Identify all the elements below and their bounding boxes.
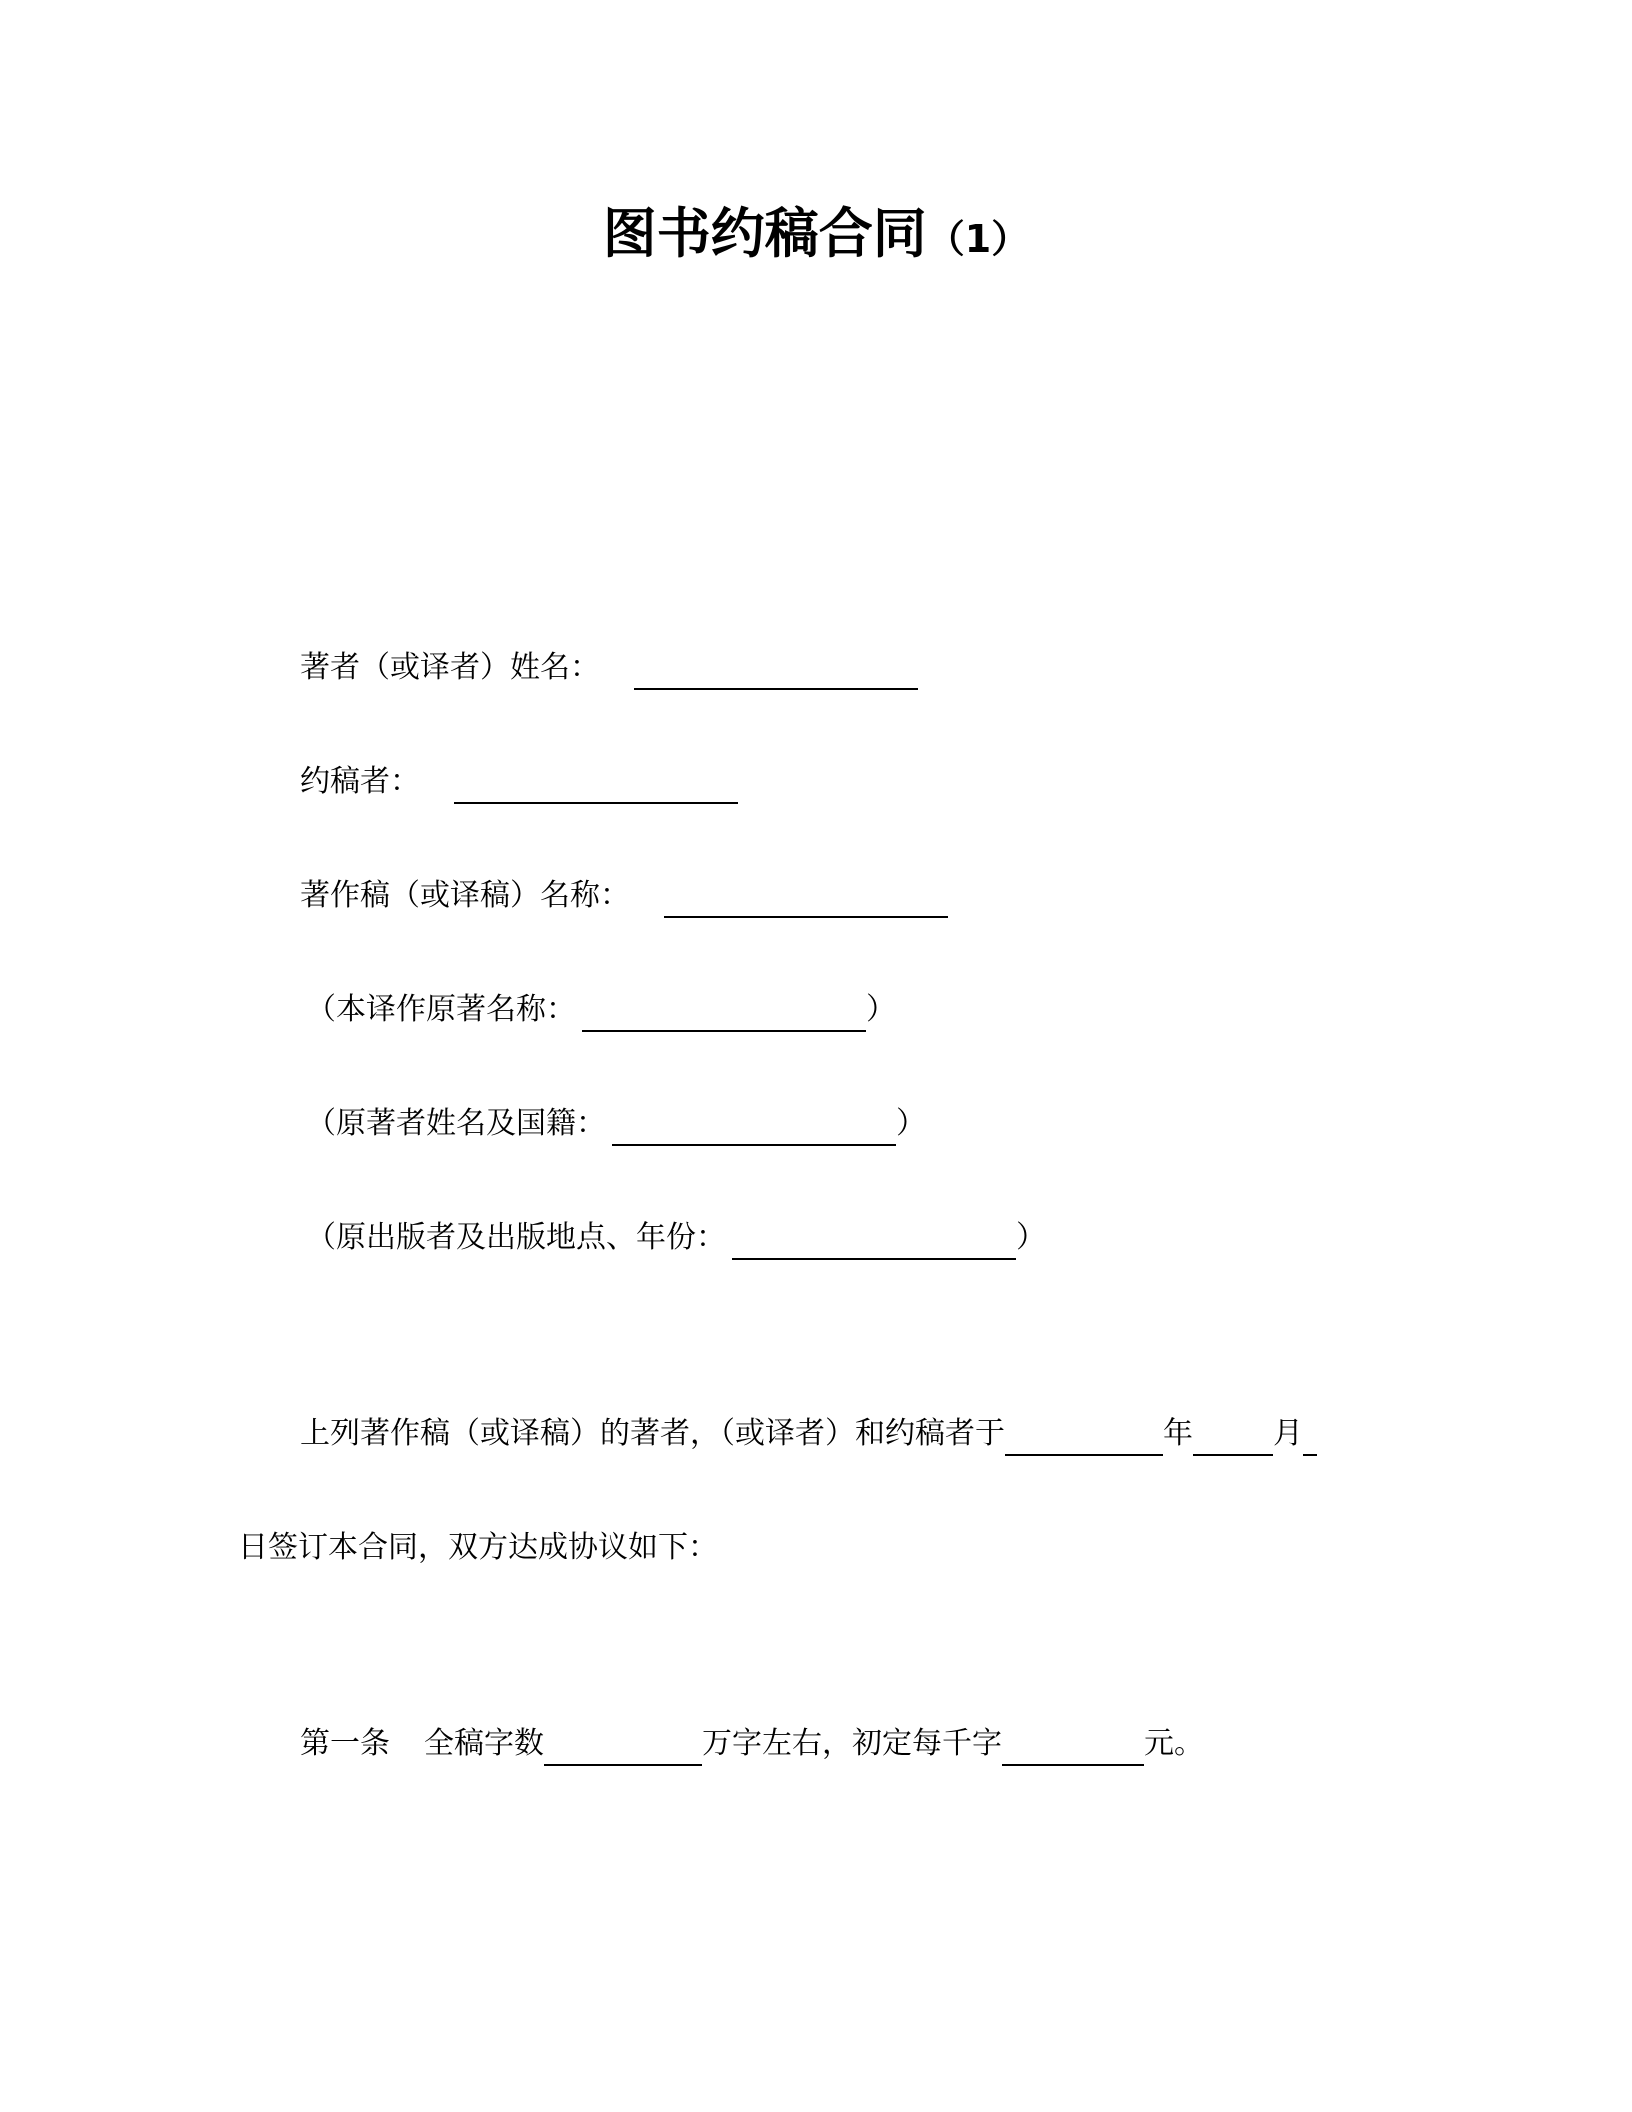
original-author-label: （原著者姓名及国籍： — [306, 1106, 606, 1141]
original-author-blank — [612, 1106, 896, 1146]
article-1-text-1: 全稿字数 — [424, 1726, 544, 1761]
preamble-line-2 — [238, 1526, 718, 1570]
preamble-line-1 — [300, 1412, 1317, 1456]
author-blank — [634, 650, 918, 690]
article-1-text-3: 元。 — [1144, 1726, 1204, 1761]
original-author-close: ） — [896, 1106, 926, 1141]
fee-blank — [1002, 1726, 1144, 1766]
author-label: 著者（或译者）姓名： — [300, 650, 600, 685]
title-suffix: （1） — [926, 217, 1030, 261]
year-label: 年 — [1163, 1416, 1193, 1451]
original-title-label: （本译作原著名称： — [306, 992, 576, 1027]
preamble-text-2: 日签订本合同，双方达成协议如下： — [238, 1530, 718, 1565]
page-title — [0, 196, 1632, 277]
work-title-line — [300, 874, 948, 918]
commissioner-blank — [454, 764, 738, 804]
year-blank — [1005, 1416, 1163, 1456]
commissioner-label: 约稿者： — [300, 764, 420, 799]
article-1-text-2: 万字左右，初定每千字 — [702, 1726, 1002, 1761]
day-blank — [1303, 1416, 1317, 1456]
work-title-label: 著作稿（或译稿）名称： — [300, 878, 630, 913]
original-publisher-label: （原出版者及出版地点、年份： — [306, 1220, 726, 1255]
article-1 — [300, 1722, 1204, 1766]
original-title-close: ） — [866, 992, 896, 1027]
preamble-text: 上列著作稿（或译稿）的著者，（或译者）和约稿者于 — [300, 1416, 1005, 1451]
article-1-heading: 第一条 — [300, 1726, 390, 1761]
original-publisher-line — [306, 1216, 1046, 1260]
commissioner-line — [300, 760, 738, 804]
original-title-line — [306, 988, 896, 1032]
word-count-blank — [544, 1726, 702, 1766]
original-publisher-blank — [732, 1220, 1016, 1260]
original-publisher-close: ） — [1016, 1220, 1046, 1255]
work-title-blank — [664, 878, 948, 918]
original-title-blank — [582, 992, 866, 1032]
month-blank — [1193, 1416, 1273, 1456]
author-line — [300, 646, 918, 690]
month-label: 月 — [1273, 1416, 1303, 1451]
title-main: 图书约稿合同 — [602, 202, 927, 265]
original-author-line — [306, 1102, 926, 1146]
